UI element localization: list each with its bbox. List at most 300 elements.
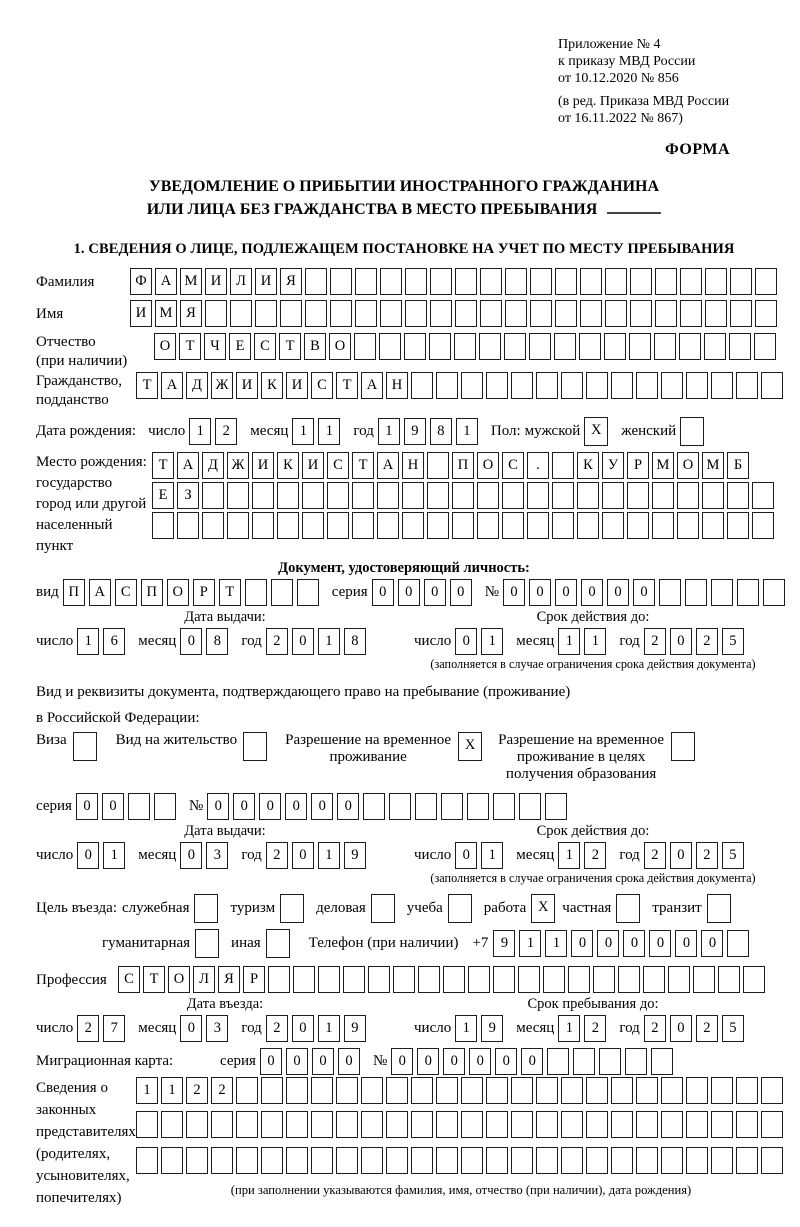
char-cell[interactable] [727,930,749,957]
char-cell[interactable] [236,1147,258,1174]
doc-kind-cells[interactable] [63,579,323,606]
char-cell[interactable] [655,268,677,295]
purpose-business-checkbox[interactable] [371,894,398,923]
char-cell[interactable]: 0 [571,930,593,957]
char-cell[interactable]: Ч [204,333,226,360]
char-cell[interactable]: 0 [77,842,99,869]
char-cell[interactable] [629,333,651,360]
char-cell[interactable]: 5 [722,628,744,655]
char-cell[interactable] [427,452,449,479]
char-cell[interactable] [561,372,583,399]
char-cell[interactable]: О [167,579,189,606]
char-cell[interactable] [480,268,502,295]
char-cell[interactable] [436,1111,458,1138]
char-cell[interactable] [636,1077,658,1104]
char-cell[interactable] [761,1111,783,1138]
char-cell[interactable]: М [155,300,177,327]
char-cell[interactable] [305,300,327,327]
char-cell[interactable] [654,333,676,360]
char-cell[interactable]: 1 [318,842,340,869]
char-cell[interactable] [529,333,551,360]
char-cell[interactable]: 0 [180,628,202,655]
char-cell[interactable] [477,512,499,539]
char-cell[interactable]: Т [143,966,165,993]
char-cell[interactable] [602,512,624,539]
char-cell[interactable]: 1 [455,1015,477,1042]
char-cell[interactable] [680,268,702,295]
char-cell[interactable]: 9 [344,842,366,869]
char-cell[interactable] [194,894,218,923]
surname-cells[interactable] [130,268,780,295]
char-cell[interactable]: 0 [649,930,671,957]
char-cell[interactable] [763,579,785,606]
char-cell[interactable]: В [304,333,326,360]
purpose-transit-checkbox[interactable] [707,894,734,923]
char-cell[interactable] [386,1077,408,1104]
char-cell[interactable] [311,1111,333,1138]
char-cell[interactable]: 2 [77,1015,99,1042]
char-cell[interactable] [761,372,783,399]
char-cell[interactable] [280,894,304,923]
char-cell[interactable] [611,1147,633,1174]
char-cell[interactable] [737,579,759,606]
char-cell[interactable] [380,268,402,295]
char-cell[interactable] [530,268,552,295]
char-cell[interactable] [743,966,765,993]
char-cell[interactable]: Е [152,482,174,509]
char-cell[interactable]: 0 [555,579,577,606]
char-cell[interactable]: 0 [292,1015,314,1042]
char-cell[interactable]: 0 [670,628,692,655]
char-cell[interactable] [404,333,426,360]
char-cell[interactable]: 1 [558,1015,580,1042]
char-cell[interactable] [305,268,327,295]
char-cell[interactable]: 0 [259,793,281,820]
char-cell[interactable] [605,300,627,327]
char-cell[interactable]: А [177,452,199,479]
char-cell[interactable]: 0 [292,628,314,655]
char-cell[interactable] [429,333,451,360]
char-cell[interactable] [702,512,724,539]
char-cell[interactable] [652,482,674,509]
guardians-cells-row3[interactable] [136,1147,786,1174]
purpose-humanitarian-checkbox[interactable] [195,929,222,958]
char-cell[interactable] [761,1077,783,1104]
char-cell[interactable] [704,333,726,360]
char-cell[interactable] [452,512,474,539]
char-cell[interactable] [504,333,526,360]
char-cell[interactable] [761,1147,783,1174]
char-cell[interactable] [655,300,677,327]
char-cell[interactable]: С [115,579,137,606]
char-cell[interactable] [493,966,515,993]
char-cell[interactable]: 0 [455,628,477,655]
birth-place-cells-row1[interactable] [152,452,752,479]
char-cell[interactable] [286,1147,308,1174]
identity-expiry-month-cells[interactable] [558,628,610,655]
char-cell[interactable] [136,1147,158,1174]
char-cell[interactable]: 9 [404,418,426,445]
char-cell[interactable]: У [602,452,624,479]
char-cell[interactable]: Д [202,452,224,479]
char-cell[interactable] [266,929,290,958]
char-cell[interactable] [705,300,727,327]
char-cell[interactable] [354,333,376,360]
char-cell[interactable]: Н [402,452,424,479]
char-cell[interactable] [286,1077,308,1104]
char-cell[interactable] [245,579,267,606]
char-cell[interactable] [361,1111,383,1138]
char-cell[interactable] [430,268,452,295]
char-cell[interactable] [161,1147,183,1174]
char-cell[interactable] [271,579,293,606]
birth-year-cells[interactable] [378,418,482,445]
char-cell[interactable] [627,482,649,509]
phone-cells[interactable] [493,930,753,957]
char-cell[interactable] [352,512,374,539]
char-cell[interactable] [625,1048,647,1075]
char-cell[interactable] [679,333,701,360]
char-cell[interactable] [659,579,681,606]
char-cell[interactable]: М [652,452,674,479]
char-cell[interactable]: Е [229,333,251,360]
char-cell[interactable]: О [154,333,176,360]
char-cell[interactable] [505,300,527,327]
char-cell[interactable]: К [577,452,599,479]
char-cell[interactable]: 0 [670,842,692,869]
char-cell[interactable] [443,966,465,993]
char-cell[interactable]: И [255,268,277,295]
char-cell[interactable]: 1 [189,418,211,445]
char-cell[interactable]: 0 [312,1048,334,1075]
sex-male-checkbox[interactable] [584,417,611,446]
birth-place-cells-row2[interactable] [152,482,777,509]
char-cell[interactable]: 2 [696,1015,718,1042]
char-cell[interactable] [336,1077,358,1104]
char-cell[interactable]: Т [219,579,241,606]
char-cell[interactable] [136,1111,158,1138]
char-cell[interactable]: О [677,452,699,479]
char-cell[interactable] [636,372,658,399]
citizenship-cells[interactable] [136,372,786,399]
char-cell[interactable] [705,268,727,295]
char-cell[interactable] [730,268,752,295]
char-cell[interactable] [461,1111,483,1138]
residence-expiry-day-cells[interactable] [455,842,507,869]
guardians-cells-row1[interactable] [136,1077,786,1104]
char-cell[interactable] [630,268,652,295]
char-cell[interactable]: Т [152,452,174,479]
char-cell[interactable] [671,732,695,761]
char-cell[interactable]: И [205,268,227,295]
purpose-official-checkbox[interactable] [194,894,221,923]
char-cell[interactable] [277,512,299,539]
char-cell[interactable] [236,1111,258,1138]
char-cell[interactable] [493,793,515,820]
char-cell[interactable] [128,793,150,820]
char-cell[interactable] [518,966,540,993]
char-cell[interactable] [561,1147,583,1174]
char-cell[interactable]: 0 [76,793,98,820]
birth-month-cells[interactable] [292,418,344,445]
char-cell[interactable] [377,482,399,509]
char-cell[interactable]: 2 [266,1015,288,1042]
char-cell[interactable]: Ж [227,452,249,479]
char-cell[interactable]: 2 [266,628,288,655]
identity-expiry-day-cells[interactable] [455,628,507,655]
char-cell[interactable]: X [458,732,482,761]
char-cell[interactable] [736,1147,758,1174]
char-cell[interactable] [255,300,277,327]
char-cell[interactable] [586,1147,608,1174]
char-cell[interactable]: 1 [103,842,125,869]
char-cell[interactable] [380,300,402,327]
char-cell[interactable]: И [302,452,324,479]
char-cell[interactable] [643,966,665,993]
char-cell[interactable]: 0 [443,1048,465,1075]
char-cell[interactable] [368,966,390,993]
char-cell[interactable]: 0 [286,1048,308,1075]
visa-checkbox[interactable] [73,732,100,761]
char-cell[interactable] [586,1077,608,1104]
char-cell[interactable] [511,1111,533,1138]
char-cell[interactable] [545,793,567,820]
char-cell[interactable]: 0 [633,579,655,606]
char-cell[interactable] [486,1111,508,1138]
char-cell[interactable]: 0 [285,793,307,820]
char-cell[interactable] [480,300,502,327]
char-cell[interactable]: З [177,482,199,509]
char-cell[interactable] [327,482,349,509]
char-cell[interactable] [651,1048,673,1075]
char-cell[interactable] [211,1147,233,1174]
char-cell[interactable]: 0 [521,1048,543,1075]
char-cell[interactable]: Я [218,966,240,993]
entry-month-cells[interactable] [180,1015,232,1042]
char-cell[interactable]: 9 [481,1015,503,1042]
char-cell[interactable] [336,1111,358,1138]
char-cell[interactable] [195,929,219,958]
char-cell[interactable]: 2 [584,1015,606,1042]
char-cell[interactable] [527,512,549,539]
char-cell[interactable]: И [252,452,274,479]
char-cell[interactable] [427,512,449,539]
char-cell[interactable] [561,1111,583,1138]
char-cell[interactable] [352,482,374,509]
char-cell[interactable]: 1 [456,418,478,445]
char-cell[interactable]: Р [627,452,649,479]
char-cell[interactable]: 9 [493,930,515,957]
char-cell[interactable] [627,512,649,539]
char-cell[interactable]: 0 [675,930,697,957]
char-cell[interactable] [286,1111,308,1138]
char-cell[interactable]: 0 [623,930,645,957]
char-cell[interactable] [519,793,541,820]
char-cell[interactable] [511,1147,533,1174]
char-cell[interactable]: 0 [260,1048,282,1075]
char-cell[interactable] [386,1147,408,1174]
char-cell[interactable]: 2 [215,418,237,445]
char-cell[interactable] [536,1147,558,1174]
char-cell[interactable] [577,512,599,539]
char-cell[interactable]: 0 [372,579,394,606]
char-cell[interactable]: А [155,268,177,295]
char-cell[interactable] [568,966,590,993]
char-cell[interactable] [252,482,274,509]
char-cell[interactable] [502,482,524,509]
purpose-study-checkbox[interactable] [448,894,475,923]
char-cell[interactable] [154,793,176,820]
birth-place-cells-row3[interactable] [152,512,777,539]
char-cell[interactable]: 3 [206,1015,228,1042]
char-cell[interactable] [661,1077,683,1104]
char-cell[interactable] [430,300,452,327]
char-cell[interactable] [402,482,424,509]
char-cell[interactable] [729,333,751,360]
char-cell[interactable] [230,300,252,327]
char-cell[interactable]: X [584,417,608,446]
char-cell[interactable]: 1 [318,628,340,655]
char-cell[interactable] [555,268,577,295]
char-cell[interactable] [205,300,227,327]
char-cell[interactable]: К [277,452,299,479]
char-cell[interactable] [355,268,377,295]
entry-year-cells[interactable] [266,1015,370,1042]
char-cell[interactable]: Ф [130,268,152,295]
char-cell[interactable] [686,1111,708,1138]
char-cell[interactable]: К [261,372,283,399]
char-cell[interactable] [586,1111,608,1138]
char-cell[interactable] [405,300,427,327]
char-cell[interactable] [377,512,399,539]
char-cell[interactable] [261,1147,283,1174]
char-cell[interactable] [297,579,319,606]
char-cell[interactable] [268,966,290,993]
char-cell[interactable] [661,372,683,399]
char-cell[interactable]: 1 [77,628,99,655]
char-cell[interactable] [186,1111,208,1138]
char-cell[interactable] [343,966,365,993]
char-cell[interactable]: С [311,372,333,399]
char-cell[interactable] [468,966,490,993]
char-cell[interactable] [755,268,777,295]
char-cell[interactable]: 0 [391,1048,413,1075]
char-cell[interactable]: 0 [102,793,124,820]
purpose-private-checkbox[interactable] [616,894,643,923]
identity-issue-day-cells[interactable] [77,628,129,655]
char-cell[interactable]: П [452,452,474,479]
char-cell[interactable]: 2 [266,842,288,869]
char-cell[interactable] [618,966,640,993]
char-cell[interactable]: 1 [558,842,580,869]
char-cell[interactable] [511,1077,533,1104]
char-cell[interactable]: 0 [180,1015,202,1042]
char-cell[interactable]: Л [230,268,252,295]
char-cell[interactable] [543,966,565,993]
char-cell[interactable] [602,482,624,509]
char-cell[interactable]: Д [186,372,208,399]
char-cell[interactable]: 5 [722,1015,744,1042]
char-cell[interactable]: 1 [378,418,400,445]
stay-year-cells[interactable] [644,1015,748,1042]
char-cell[interactable] [677,512,699,539]
char-cell[interactable] [536,1077,558,1104]
char-cell[interactable] [611,1077,633,1104]
char-cell[interactable] [486,1077,508,1104]
char-cell[interactable]: 1 [161,1077,183,1104]
char-cell[interactable] [630,300,652,327]
residence-series-cells[interactable] [76,793,180,820]
char-cell[interactable] [393,966,415,993]
char-cell[interactable] [455,268,477,295]
char-cell[interactable] [727,512,749,539]
char-cell[interactable] [593,966,615,993]
char-cell[interactable]: А [377,452,399,479]
char-cell[interactable]: А [361,372,383,399]
char-cell[interactable]: 1 [519,930,541,957]
char-cell[interactable]: X [531,894,555,923]
char-cell[interactable]: 0 [292,842,314,869]
char-cell[interactable] [752,512,774,539]
char-cell[interactable] [661,1147,683,1174]
char-cell[interactable] [327,512,349,539]
char-cell[interactable] [702,482,724,509]
char-cell[interactable]: Т [352,452,374,479]
char-cell[interactable]: 0 [455,842,477,869]
char-cell[interactable]: 5 [722,842,744,869]
char-cell[interactable]: 1 [481,628,503,655]
residence-issue-year-cells[interactable] [266,842,370,869]
char-cell[interactable] [177,512,199,539]
char-cell[interactable]: С [118,966,140,993]
char-cell[interactable] [361,1077,383,1104]
char-cell[interactable] [573,1048,595,1075]
char-cell[interactable] [227,512,249,539]
char-cell[interactable] [261,1077,283,1104]
char-cell[interactable] [552,452,574,479]
char-cell[interactable]: 2 [186,1077,208,1104]
char-cell[interactable]: Ж [211,372,233,399]
char-cell[interactable]: П [63,579,85,606]
char-cell[interactable] [599,1048,621,1075]
char-cell[interactable] [202,482,224,509]
char-cell[interactable] [736,1111,758,1138]
char-cell[interactable] [311,1077,333,1104]
char-cell[interactable] [680,417,704,446]
residence-issue-month-cells[interactable] [180,842,232,869]
char-cell[interactable]: И [286,372,308,399]
char-cell[interactable] [636,1111,658,1138]
residence-permit-checkbox[interactable] [243,732,270,761]
char-cell[interactable] [261,1111,283,1138]
char-cell[interactable] [616,894,640,923]
char-cell[interactable] [402,512,424,539]
char-cell[interactable]: М [702,452,724,479]
char-cell[interactable] [411,1147,433,1174]
char-cell[interactable]: Т [179,333,201,360]
char-cell[interactable] [693,966,715,993]
char-cell[interactable]: Б [727,452,749,479]
char-cell[interactable]: 1 [292,418,314,445]
char-cell[interactable]: 0 [398,579,420,606]
char-cell[interactable] [486,1147,508,1174]
char-cell[interactable] [461,372,483,399]
char-cell[interactable] [277,482,299,509]
char-cell[interactable] [436,372,458,399]
char-cell[interactable] [454,333,476,360]
char-cell[interactable] [330,268,352,295]
purpose-work-checkbox[interactable] [531,894,558,923]
